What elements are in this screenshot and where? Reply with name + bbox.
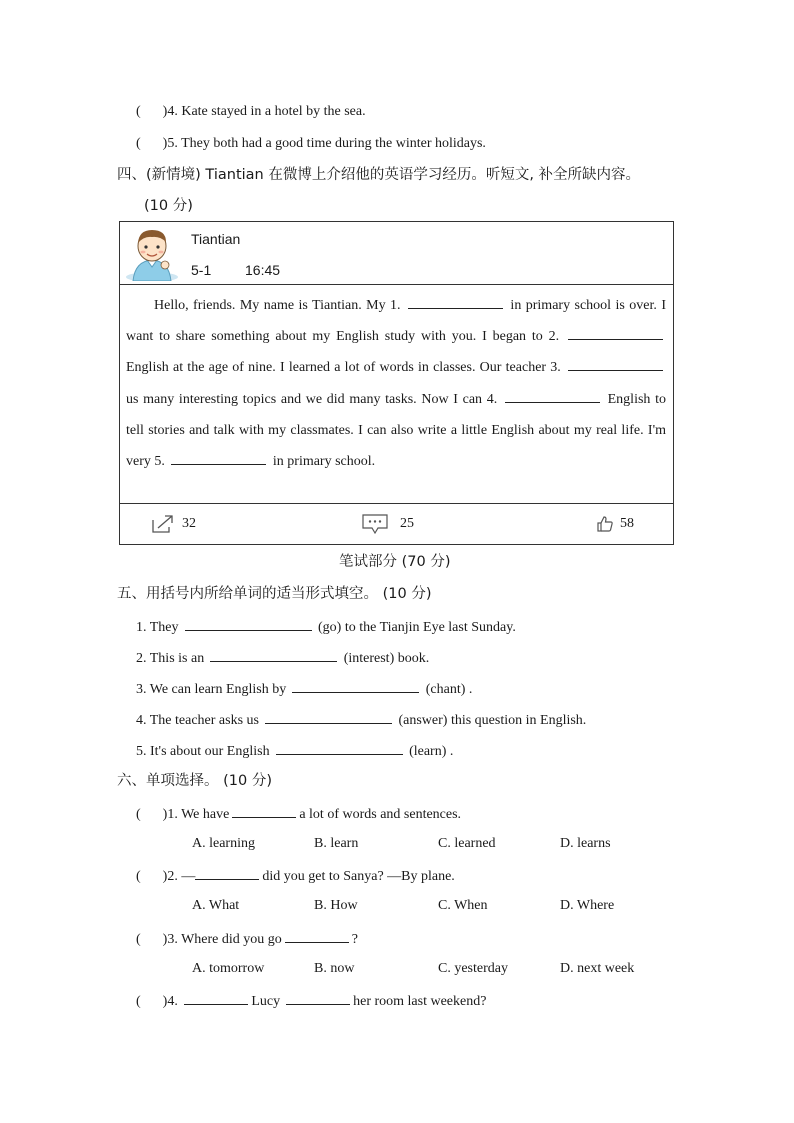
section-4-score: (10 分) [144,198,193,214]
blank-3[interactable] [568,356,663,371]
option-b[interactable]: B. How [314,898,358,913]
post-body [126,290,666,477]
fill-item-2: 2. This is an (interest) book. [136,647,429,669]
option-c[interactable]: C. When [438,898,488,913]
answer-paren[interactable]: ( [136,932,141,947]
blank-4[interactable] [505,388,600,403]
mc-blank[interactable] [285,928,349,943]
question-number: )5. [162,136,178,151]
question-text: They both had a good time during the winter holidays. [181,136,486,151]
post-username: Tiantian [191,231,241,247]
comment-icon[interactable] [361,513,389,535]
post-date: 5-1 [191,262,212,278]
fill-blank[interactable] [292,678,419,693]
section-4-title: 四、(新情境) Tiantian 在微博上介绍他的英语学习经历。听短文, 补全所缺内容。 [117,167,641,183]
share-count: 32 [182,516,196,531]
fill-item-3: 3. We can learn English by (chant) . [136,678,472,700]
mc-question-1: ( )1. We have a lot of words and sentences. [136,803,461,825]
divider [120,284,673,285]
comment-count: 25 [400,516,414,531]
answer-paren[interactable]: ( [136,136,141,151]
mc-question-3: ( )3. Where did you go ? [136,928,358,950]
share-icon[interactable] [151,514,175,534]
blank-1[interactable] [408,294,503,309]
option-c[interactable]: C. learned [438,836,496,851]
fill-item-5: 5. It's about our English (learn) . [136,740,453,762]
section-6-title: 六、单项选择。 (10 分) [117,773,272,789]
option-d[interactable]: D. learns [560,836,611,851]
avatar [125,225,179,281]
fill-blank[interactable] [210,647,337,662]
option-d[interactable]: D. next week [560,961,635,976]
post-text: English at the age of nine. I learned a lot of words in classes. Our teacher 3. [126,360,565,376]
written-part-header: 笔试部分 (70 分) [339,554,451,570]
post-text: English to tell stories and talk with my classmates. I can also write a little English about my real life. I'm very 5. [126,391,666,470]
question-number: )4. [162,104,178,119]
mc-blank[interactable] [286,990,350,1005]
mc-blank[interactable] [195,865,259,880]
blank-5[interactable] [171,450,266,465]
blank-2[interactable] [568,325,663,340]
thumbs-up-icon[interactable] [596,515,614,533]
option-d[interactable]: D. Where [560,898,615,913]
answer-paren[interactable]: ( [136,104,141,119]
mc-question-4: ( )4. Lucy her room last weekend? [136,990,486,1012]
divider [120,503,673,504]
question-text: Kate stayed in a hotel by the sea. [181,104,366,119]
fill-item-1: 1. They (go) to the Tianjin Eye last Sunday. [136,616,516,638]
fill-item-4: 4. The teacher asks us (answer) this question in English. [136,709,586,731]
option-a[interactable]: A. tomorrow [192,961,265,976]
weibo-post [119,221,674,545]
mc-blank[interactable] [232,803,296,818]
like-count: 58 [620,516,634,531]
fill-blank[interactable] [185,616,312,631]
post-text: in primary school. [269,454,376,470]
fill-blank[interactable] [265,709,392,724]
fill-blank[interactable] [276,740,403,755]
post-text: us many interesting topics and we did many tasks. Now I can 4. [126,391,502,407]
section-5-title: 五、用括号内所给单词的适当形式填空。 (10 分) [117,586,432,602]
option-c[interactable]: C. yesterday [438,961,508,976]
answer-paren[interactable]: ( [136,869,141,884]
mc-blank[interactable] [184,990,248,1005]
option-a[interactable]: A. What [192,898,240,913]
question-3-4 [136,102,366,122]
answer-paren[interactable]: ( [136,807,141,822]
post-text: Hello, friends. My name is Tiantian. My 1. [154,298,405,313]
option-a[interactable]: A. learning [192,836,255,851]
question-3-5 [136,134,486,154]
option-b[interactable]: B. learn [314,836,359,851]
mc-question-2: ( )2. — did you get to Sanya? —By plane. [136,865,455,887]
post-time: 16:45 [245,262,281,278]
option-b[interactable]: B. now [314,961,355,976]
answer-paren[interactable]: ( [136,994,141,1009]
post-text: in primary school is over. I want to share something about my English study with you. I began to 2. [126,298,666,345]
